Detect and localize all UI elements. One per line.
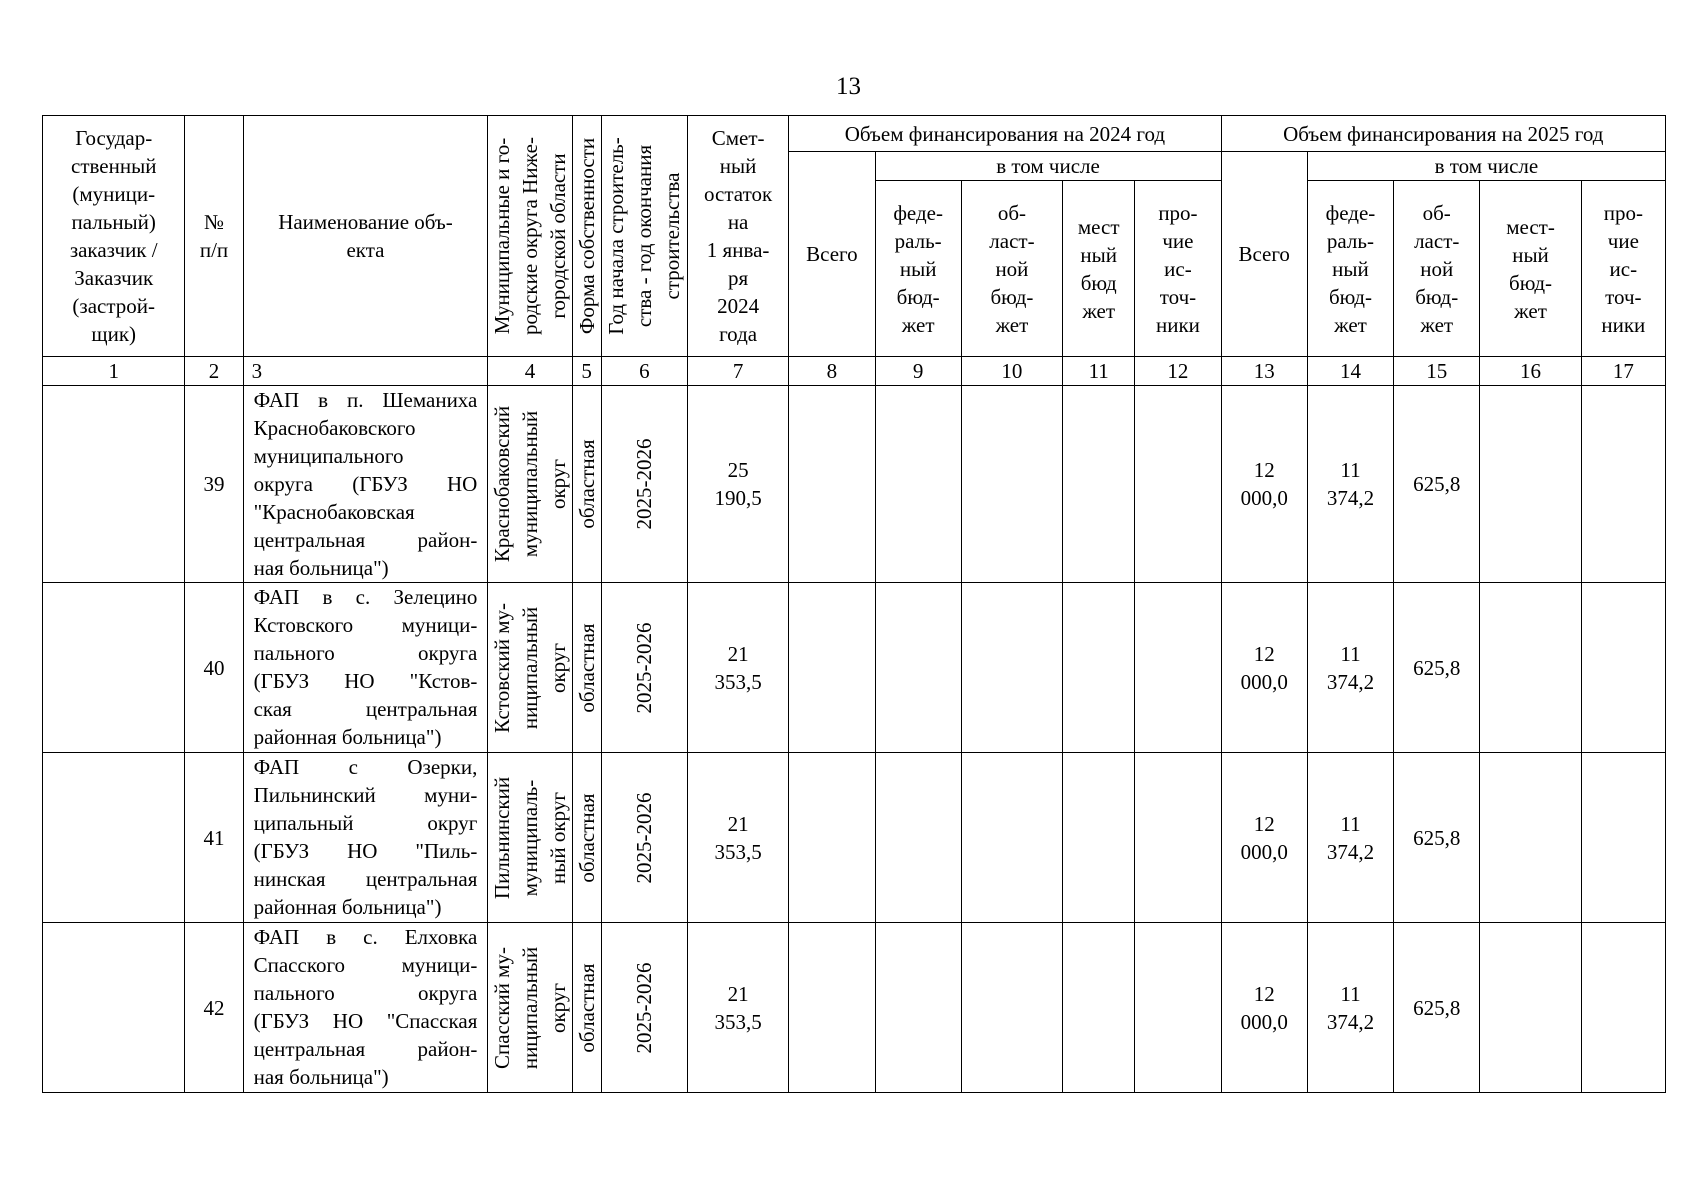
text-line: 2025-2026 — [632, 962, 657, 1053]
municipal-district — [488, 923, 572, 1093]
column-number: 7 — [687, 357, 788, 386]
header-other-2025 — [1581, 181, 1665, 357]
local-2024 — [1063, 753, 1135, 923]
text-line: областная — [574, 622, 599, 713]
header-total-2024: Всего — [789, 152, 875, 357]
text-line: 000,0 — [1240, 1009, 1288, 1034]
column-number: 14 — [1307, 357, 1393, 386]
text-line: ря — [728, 266, 749, 290]
text-line: 2025-2026 — [632, 438, 657, 530]
header-financing-2025: Объем финансирования на 2025 год — [1221, 116, 1665, 152]
federal-2024 — [875, 386, 961, 583]
header-regional-2024 — [961, 181, 1062, 357]
text-line: (застрой- — [72, 294, 156, 318]
header-construction-years — [601, 116, 687, 357]
other-2025 — [1581, 583, 1665, 753]
text-line: феде- — [893, 200, 943, 225]
header-financing-2024: Объем финансирования на 2024 год — [789, 116, 1221, 152]
table-row — [43, 583, 1666, 753]
local-2025 — [1480, 923, 1581, 1093]
federal-2024 — [875, 583, 961, 753]
ownership-form — [572, 386, 601, 583]
text-line: бюд — [1080, 270, 1117, 295]
text-line: ФАП в с. Зелецино — [253, 585, 478, 609]
header-ownership — [572, 116, 601, 357]
other-2025 — [1581, 923, 1665, 1093]
text-line: ный округ — [545, 791, 570, 884]
text-line: 353,5 — [714, 669, 762, 694]
text-line: районная больница") — [253, 725, 442, 749]
text-line: раль- — [1326, 228, 1374, 253]
column-number: 17 — [1581, 357, 1665, 386]
text-line: 000,0 — [1240, 486, 1288, 510]
column-numbers-row — [43, 357, 1666, 386]
municipal-district — [488, 753, 572, 923]
text-line: бюд- — [1415, 284, 1459, 309]
text-line: ниципальный — [517, 946, 542, 1069]
text-line: 374,2 — [1326, 1009, 1375, 1034]
table-row — [43, 923, 1666, 1093]
regional-2024 — [961, 923, 1062, 1093]
federal-2025 — [1307, 753, 1393, 923]
text-line: 000,0 — [1240, 839, 1288, 864]
table-row — [43, 753, 1666, 923]
column-number: 1 — [43, 357, 185, 386]
other-2025 — [1581, 753, 1665, 923]
text-line: 353,5 — [714, 839, 762, 864]
text-line: Кстовский му- — [489, 602, 514, 733]
text-line: жет — [1334, 312, 1367, 337]
header-local-2024 — [1063, 181, 1135, 357]
municipal-district — [488, 583, 572, 753]
local-2025 — [1480, 753, 1581, 923]
header-municipal — [488, 116, 572, 357]
text-line: бюд- — [1328, 284, 1372, 309]
text-line: Форма собственности — [574, 137, 599, 335]
text-line: 21 — [727, 811, 749, 836]
text-line: ной — [1420, 256, 1454, 281]
federal-2024 — [875, 753, 961, 923]
text-line: 21 — [727, 981, 749, 1006]
text-line: ства - год окончания — [632, 144, 657, 328]
text-line: 25 — [727, 458, 749, 482]
text-line: ласт- — [1414, 228, 1460, 253]
text-line: жет — [901, 312, 935, 337]
row-number: 39 — [185, 386, 243, 583]
text-line: Заказчик — [74, 266, 154, 290]
text-line: строительства — [660, 172, 685, 300]
text-line: ФАП в с. Елховка — [253, 925, 478, 949]
column-number: 16 — [1480, 357, 1581, 386]
text-line: ники — [1601, 312, 1646, 337]
text-line: муниципальный — [517, 410, 542, 558]
total-2024 — [789, 753, 875, 923]
text-line: муниципального — [253, 444, 404, 468]
estimate-remainder — [687, 386, 788, 583]
header-estimate-remainder — [687, 116, 788, 357]
text-line: щик) — [91, 322, 137, 346]
text-line: (ГБУЗ НО "Спасская — [253, 1009, 478, 1033]
local-2024 — [1063, 583, 1135, 753]
column-number: 15 — [1394, 357, 1480, 386]
text-line: 353,5 — [714, 1009, 762, 1034]
text-line: чие — [1607, 228, 1639, 253]
row-number: 40 — [185, 583, 243, 753]
text-line: ной — [995, 256, 1029, 281]
text-line: Кстовского муници- — [253, 613, 478, 637]
text-line: Пильнинский муни- — [253, 783, 478, 807]
row-number: 42 — [185, 923, 243, 1093]
regional-2025: 625,8 — [1394, 753, 1480, 923]
object-name — [243, 753, 488, 923]
ownership-form — [572, 583, 601, 753]
text-line: № — [204, 210, 225, 234]
text-line: 2025-2026 — [632, 622, 657, 713]
text-line: округ — [545, 642, 570, 693]
total-2025 — [1221, 583, 1307, 753]
other-2025 — [1581, 386, 1665, 583]
text-line: округа (ГБУЗ НО — [253, 472, 478, 496]
text-line: ная больница") — [253, 556, 389, 580]
text-line: жет — [1082, 298, 1116, 323]
text-line: Краснобаковский — [489, 405, 514, 563]
regional-2024 — [961, 753, 1062, 923]
local-2025 — [1480, 386, 1581, 583]
local-2024 — [1063, 923, 1135, 1093]
construction-years — [601, 923, 687, 1093]
text-line: ис- — [1164, 256, 1192, 281]
text-line: чие — [1162, 228, 1194, 253]
other-2024 — [1135, 753, 1221, 923]
object-name — [243, 386, 488, 583]
local-2024 — [1063, 386, 1135, 583]
construction-years — [601, 386, 687, 583]
text-line: про- — [1603, 200, 1643, 225]
header-including-2025: в том числе — [1307, 152, 1665, 181]
estimate-remainder — [687, 583, 788, 753]
text-line: бюд- — [1509, 270, 1552, 295]
column-number: 4 — [488, 357, 572, 386]
text-line: ская центральная — [253, 697, 478, 721]
text-line: округ — [545, 458, 570, 510]
header-regional-2025 — [1394, 181, 1480, 357]
regional-2024 — [961, 386, 1062, 583]
text-line: Государ- — [75, 126, 153, 150]
text-line: пального округа — [253, 641, 478, 665]
text-line: 11 — [1340, 811, 1361, 836]
text-line: остаток — [704, 182, 773, 206]
text-line: жет — [1420, 312, 1454, 337]
text-line: бюд- — [990, 284, 1034, 309]
regional-2025: 625,8 — [1394, 923, 1480, 1093]
text-line: 12 — [1253, 981, 1275, 1006]
text-line: ципальный округ — [253, 811, 478, 835]
text-line: года — [719, 322, 758, 346]
text-line: ный — [1080, 242, 1117, 267]
text-line: заказчик / — [69, 238, 158, 262]
regional-2024 — [961, 583, 1062, 753]
customer-cell — [43, 753, 185, 923]
text-line: 11 — [1340, 458, 1361, 482]
text-line: ная больница") — [253, 1065, 389, 1089]
text-line: (ГБУЗ НО "Кстов- — [253, 669, 478, 693]
total-2025 — [1221, 923, 1307, 1093]
regional-2025: 625,8 — [1394, 583, 1480, 753]
text-line: мест- — [1506, 214, 1555, 239]
text-line: родские округа Ниже- — [517, 137, 542, 335]
text-line: Пильнинский — [489, 776, 514, 899]
federal-2025 — [1307, 386, 1393, 583]
local-2025 — [1480, 583, 1581, 753]
header-including-2024: в том числе — [875, 152, 1221, 181]
total-2025 — [1221, 386, 1307, 583]
financing-table — [42, 115, 1666, 1093]
federal-2025 — [1307, 923, 1393, 1093]
text-line: 11 — [1340, 641, 1361, 666]
customer-cell — [43, 583, 185, 753]
municipal-district — [488, 386, 572, 583]
header-federal-2025 — [1307, 181, 1393, 357]
column-number: 6 — [601, 357, 687, 386]
text-line: областная — [574, 792, 599, 883]
text-line: ники — [1155, 312, 1200, 337]
text-line: 12 — [1253, 641, 1275, 666]
other-2024 — [1135, 923, 1221, 1093]
text-line: ис- — [1609, 256, 1638, 281]
column-number: 12 — [1135, 357, 1221, 386]
text-line: п/п — [199, 238, 229, 262]
text-line: областная — [574, 439, 599, 529]
ownership-form — [572, 753, 601, 923]
text-line: 12 — [1253, 811, 1275, 836]
page-number: 13 — [836, 73, 861, 100]
text-line: муниципаль- — [517, 779, 542, 896]
text-line: пального округа — [253, 981, 478, 1005]
text-line: (ГБУЗ НО "Пиль- — [253, 839, 478, 863]
construction-years — [601, 583, 687, 753]
text-line: раль- — [894, 228, 942, 253]
text-line: 374,2 — [1326, 669, 1375, 694]
text-line: бюд- — [896, 284, 940, 309]
customer-cell — [43, 923, 185, 1093]
header-number — [185, 116, 243, 357]
text-line: 11 — [1340, 981, 1361, 1006]
text-line: мест — [1077, 214, 1120, 239]
text-line: 374,2 — [1326, 839, 1375, 864]
text-line: Год начала строитель- — [604, 137, 629, 335]
text-line: ственный — [71, 154, 157, 178]
text-line: 12 — [1253, 458, 1275, 482]
text-line: 374,2 — [1326, 486, 1375, 510]
header-customer — [43, 116, 185, 357]
text-line: Муниципальные и го- — [489, 137, 514, 335]
text-line: про- — [1158, 200, 1198, 225]
text-line: жет — [995, 312, 1029, 337]
text-line: 2025-2026 — [632, 792, 657, 883]
total-2024 — [789, 386, 875, 583]
text-line: об- — [1422, 200, 1451, 225]
text-line: 1 янва- — [706, 238, 770, 262]
text-line: (муници- — [72, 182, 156, 206]
text-line: 000,0 — [1240, 669, 1288, 694]
text-line: "Краснобаковская — [253, 500, 415, 524]
header-local-2025 — [1480, 181, 1581, 357]
text-line: Краснобаковского — [253, 416, 416, 440]
text-line: городской области — [545, 153, 570, 319]
text-line: центральная район- — [253, 1037, 478, 1061]
text-line: ФАП с Озерки, — [253, 755, 478, 779]
text-line: ный — [899, 256, 937, 281]
header-federal-2024 — [875, 181, 961, 357]
text-line: жет — [1514, 298, 1547, 323]
total-2024 — [789, 923, 875, 1093]
text-line: 2024 — [717, 294, 760, 318]
text-line: ФАП в п. Шеманиха — [253, 388, 478, 412]
construction-years — [601, 753, 687, 923]
federal-2024 — [875, 923, 961, 1093]
column-number: 13 — [1221, 357, 1307, 386]
column-number: 2 — [185, 357, 243, 386]
text-line: екта — [346, 238, 385, 262]
text-line: Спасский му- — [489, 946, 514, 1069]
text-line: областная — [574, 962, 599, 1053]
text-line: нинская центральная — [253, 867, 478, 891]
estimate-remainder — [687, 923, 788, 1093]
text-line: точ- — [1605, 284, 1642, 309]
column-number: 11 — [1063, 357, 1135, 386]
total-2024 — [789, 583, 875, 753]
text-line: ный — [719, 154, 757, 178]
ownership-form — [572, 923, 601, 1093]
text-line: районная больница") — [253, 895, 442, 919]
column-number: 9 — [875, 357, 961, 386]
column-number: 10 — [961, 357, 1062, 386]
text-line: ласт- — [989, 228, 1035, 253]
text-line: Смет- — [711, 126, 765, 150]
header-other-2024 — [1135, 181, 1221, 357]
text-line: на — [727, 210, 749, 234]
column-number: 5 — [572, 357, 601, 386]
column-number: 8 — [789, 357, 875, 386]
header-total-2025: Всего — [1221, 152, 1307, 357]
text-line: Спасского муници- — [253, 953, 478, 977]
text-line: точ- — [1159, 284, 1197, 309]
customer-cell — [43, 386, 185, 583]
estimate-remainder — [687, 753, 788, 923]
text-line: феде- — [1325, 200, 1376, 225]
column-number: 3 — [243, 357, 488, 386]
text-line: ниципальный — [517, 606, 542, 729]
text-line: 21 — [727, 641, 749, 666]
text-line: ный — [1332, 256, 1369, 281]
total-2025 — [1221, 753, 1307, 923]
row-number: 41 — [185, 753, 243, 923]
object-name — [243, 583, 488, 753]
text-line: 190,5 — [714, 486, 762, 510]
text-line: об- — [997, 200, 1027, 225]
table-row — [43, 386, 1666, 583]
text-line: центральная район- — [253, 528, 478, 552]
header-object-name — [243, 116, 488, 357]
regional-2025: 625,8 — [1394, 386, 1480, 583]
object-name — [243, 923, 488, 1093]
text-line: пальный) — [71, 210, 156, 234]
federal-2025 — [1307, 583, 1393, 753]
text-line: Наименование объ- — [278, 210, 453, 234]
text-line: ный — [1512, 242, 1549, 267]
text-line: округ — [545, 982, 570, 1033]
other-2024 — [1135, 386, 1221, 583]
other-2024 — [1135, 583, 1221, 753]
